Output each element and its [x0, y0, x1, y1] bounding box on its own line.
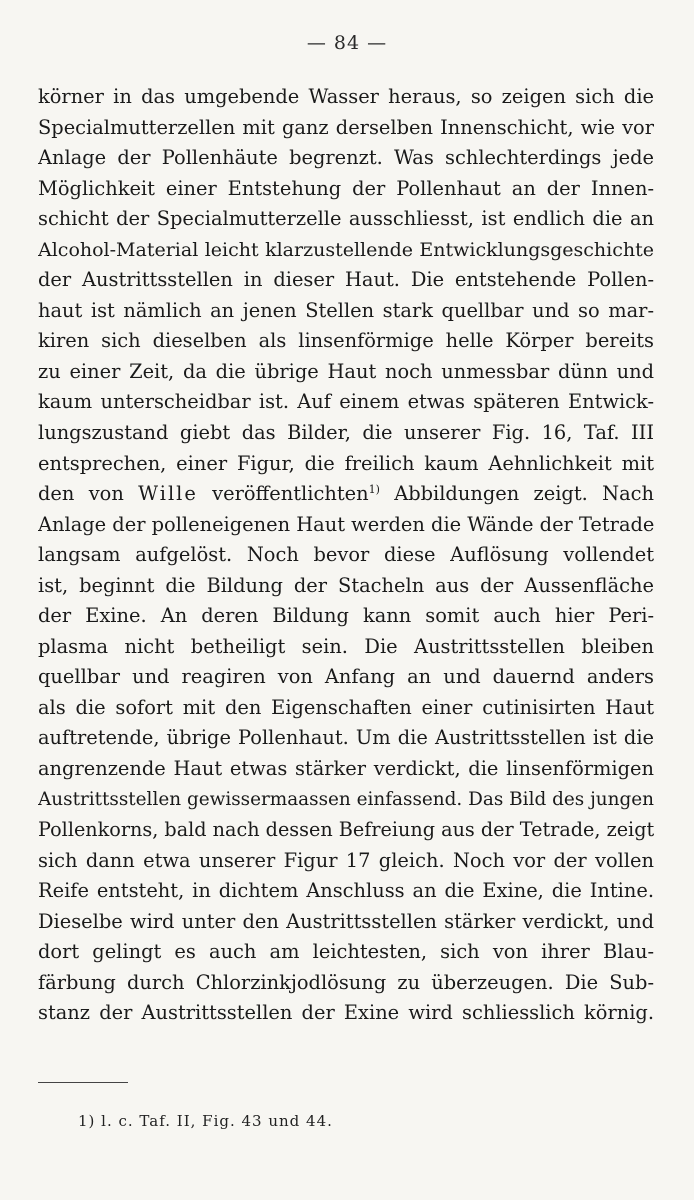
text-line: kaum unterscheidbar ist. Auf einem etwas späteren Entwick- [38, 390, 654, 414]
text-line: schicht der Specialmutterzelle ausschliesst, ist endlich die an [38, 207, 654, 231]
footnote-divider [38, 1082, 128, 1083]
page-number: — 84 — [306, 32, 388, 54]
text-line: Möglichkeit einer Entstehung der Pollenhaut an der Innen- [38, 176, 654, 200]
text-line: auftretende, übrige Pollenhaut. Um die Austrittsstellen ist die [38, 726, 654, 750]
text-line: dort gelingt es auch am leichtesten, sich von ihrer Blau- [38, 940, 654, 964]
text-line-with-footnote-ref [38, 479, 654, 510]
footnote: 1) l. c. Taf. II, Fig. 43 und 44. [78, 1112, 333, 1130]
text-line: sich dann etwa unserer Figur 17 gleich. Noch vor der vollen [38, 848, 654, 872]
body-text [38, 82, 654, 1029]
text-line: plasma nicht betheiligt sein. Die Austrittsstellen bleiben [38, 634, 654, 658]
text-line: lungszustand giebt das Bilder, die unserer Fig. 16, Taf. III [38, 421, 654, 445]
text-segment: veröffentlichten [212, 482, 369, 506]
text-line: Specialmutterzellen mit ganz derselben Innenschicht, wie vor [38, 115, 654, 139]
text-segment: Abbildungen zeigt. Nach [394, 482, 654, 506]
footnote-reference: 1) [368, 483, 380, 497]
text-line: quellbar und reagiren von Anfang an und dauernd anders [38, 665, 654, 689]
text-line: körner in das umgebende Wasser heraus, so zeigen sich die [38, 85, 654, 108]
text-line: Austrittsstellen gewissermaassen einfassend. Das Bild des jungen [38, 788, 654, 810]
text-line: haut ist nämlich an jenen Stellen stark quellbar und so mar- [38, 298, 654, 322]
text-line: Alcohol-Material leicht klarzustellende Entwicklungsgeschichte [38, 238, 654, 261]
text-line: der Austrittsstellen in dieser Haut. Die entstehende Pollen- [38, 268, 654, 292]
text-line: Dieselbe wird unter den Austrittsstellen stärker verdickt, und [38, 909, 654, 933]
text-line: färbung durch Chlorzinkjodlösung zu überzeugen. Die Sub- [38, 970, 654, 994]
text-line: Anlage der Pollenhäute begrenzt. Was schlechterdings jede [38, 146, 654, 170]
text-line: ist, beginnt die Bildung der Stacheln aus der Aussenfläche [38, 573, 654, 597]
text-line: entsprechen, einer Figur, die freilich kaum Aehnlichkeit mit [38, 451, 654, 475]
text-line: Pollenkorns, bald nach dessen Befreiung aus der Tetrade, zeigt [38, 818, 654, 842]
text-line: zu einer Zeit, da die übrige Haut noch unmessbar dünn und [38, 359, 654, 383]
text-line: angrenzende Haut etwas stärker verdickt, die linsenförmigen [38, 757, 654, 781]
text-line: Anlage der polleneigenen Haut werden die Wände der Tetrade [38, 512, 654, 536]
author-name: Wille [138, 482, 198, 506]
text-line: langsam aufgelöst. Noch bevor diese Auflösung vollendet [38, 543, 654, 567]
text-line: der Exine. An deren Bildung kann somit auch hier Peri- [38, 604, 654, 628]
text-line: Reife entsteht, in dichtem Anschluss an die Exine, die Intine. [38, 879, 654, 903]
text-line: stanz der Austrittsstellen der Exine wird schliesslich körnig. [38, 1001, 654, 1025]
text-line: kiren sich dieselben als linsenförmige helle Körper bereits [38, 329, 654, 353]
text-segment: den von [38, 482, 124, 506]
text-line: als die sofort mit den Eigenschaften einer cutinisirten Haut [38, 695, 654, 719]
